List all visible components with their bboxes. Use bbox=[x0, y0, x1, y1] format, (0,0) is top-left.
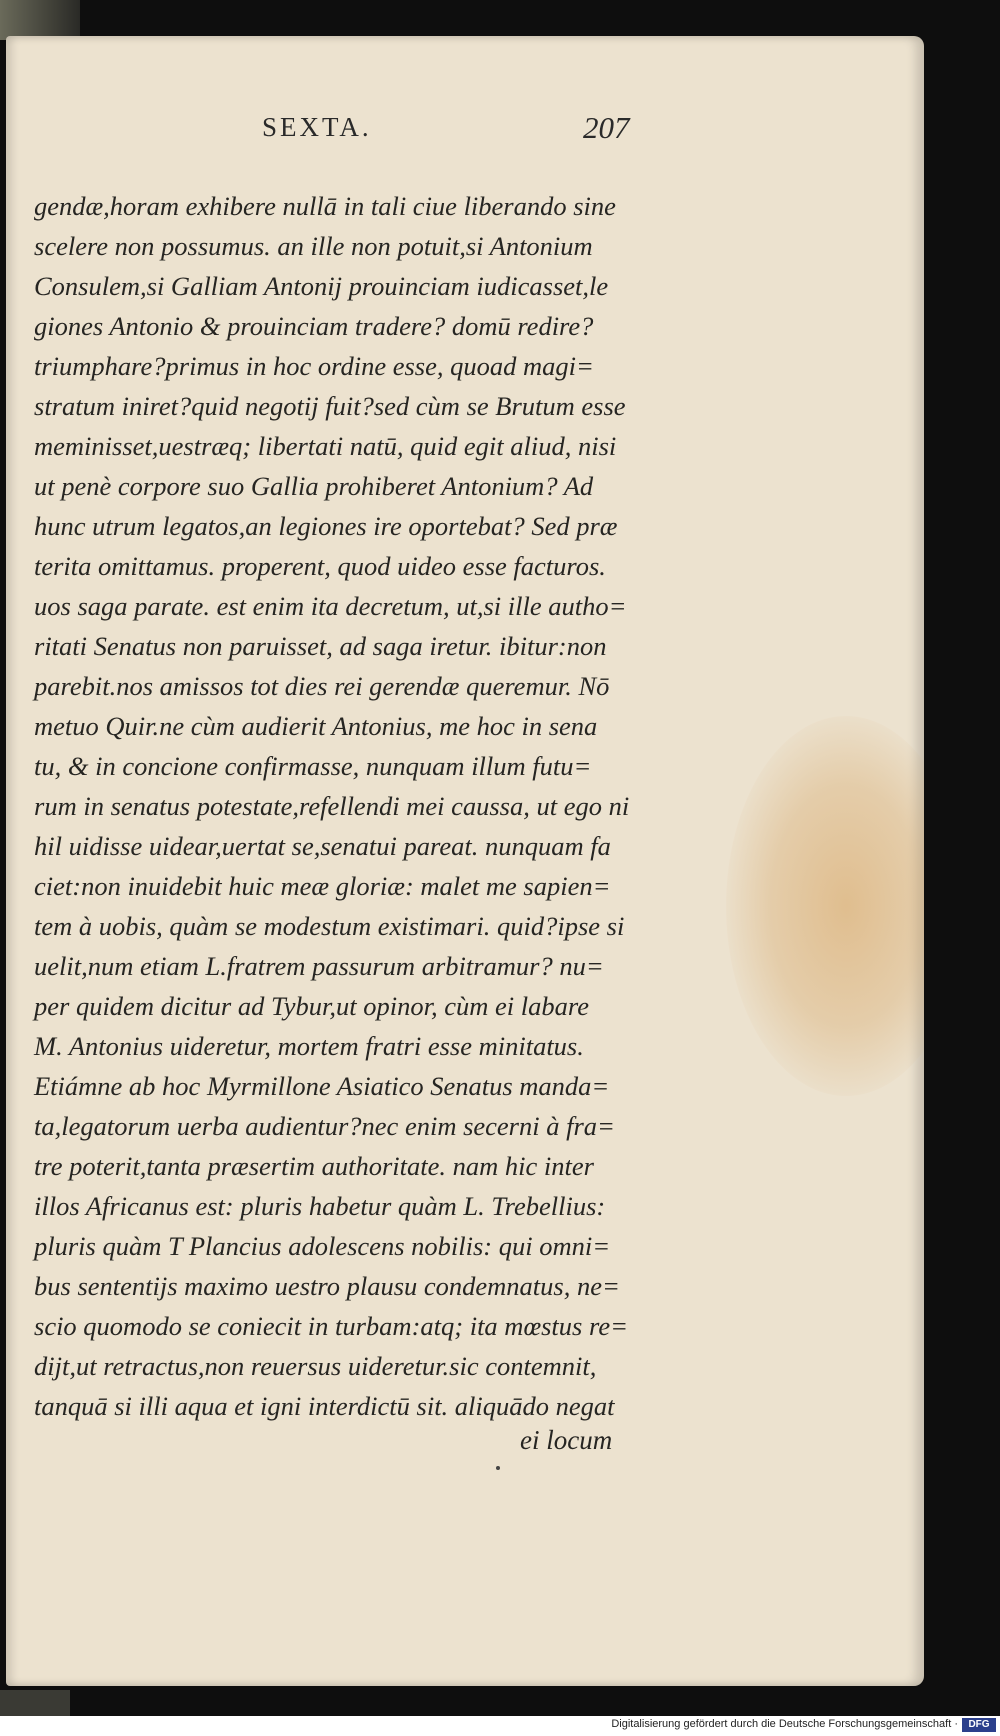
text-line: scelere non possumus. an ille non potuit,si Antonium bbox=[34, 231, 593, 261]
text-line: tem à uobis, quàm se modestum existimari. quid?ipse si bbox=[34, 911, 625, 941]
text-line: hil uidisse uidear,uertat se,senatui pareat. nunquam fa bbox=[34, 831, 611, 861]
binding-edge-top bbox=[0, 0, 80, 40]
page-stain bbox=[726, 716, 924, 1096]
text-line: parebit.nos amissos tot dies rei gerendæ queremur. Nō bbox=[34, 671, 610, 701]
text-line: dijt,ut retractus,non reuersus uideretur.sic contemnit, bbox=[34, 1351, 597, 1381]
text-line: metuo Quir.ne cùm audierit Antonius, me hoc in sena bbox=[34, 711, 598, 741]
digitization-footer bbox=[0, 1716, 1000, 1736]
text-line: Etiámne ab hoc Myrmillone Asiatico Senatus manda= bbox=[34, 1071, 610, 1101]
text-line: scio quomodo se coniecit in turbam:atq; ita mœstus re= bbox=[34, 1311, 628, 1341]
text-line: uelit,num etiam L.fratrem passurum arbitramur? nu= bbox=[34, 951, 604, 981]
text-line: tanquā si illi aqua et igni interdictū sit. aliquādo negat bbox=[34, 1391, 615, 1421]
body-text bbox=[34, 186, 674, 1426]
running-title: SEXTA. bbox=[262, 112, 372, 142]
text-line: terita omittamus. properent, quod uideo esse facturos. bbox=[34, 551, 606, 581]
text-line: illos Africanus est: pluris habetur quàm L. Trebellius: bbox=[34, 1191, 606, 1221]
text-line: giones Antonio & prouinciam tradere? domū redire? bbox=[34, 311, 594, 341]
text-line: M. Antonius uideretur, mortem fratri esse minitatus. bbox=[34, 1031, 584, 1061]
text-line: ciet:non inuidebit huic meæ gloriæ: malet me sapien= bbox=[34, 871, 611, 901]
text-line: stratum iniret?quid negotij fuit?sed cùm se Brutum esse bbox=[34, 391, 626, 421]
text-line: gendæ,horam exhibere nullā in tali ciue liberando sine bbox=[34, 191, 616, 221]
ink-dot bbox=[496, 1466, 500, 1470]
text-line: bus sententijs maximo uestro plausu condemnatus, ne= bbox=[34, 1271, 620, 1301]
catchword: ei locum bbox=[520, 1425, 613, 1455]
footer-credit: Digitalisierung gefördert durch die Deutsche Forschungsgemeinschaft · bbox=[611, 1718, 958, 1730]
text-line: tre poterit,tanta præsertim authoritate. nam hic inter bbox=[34, 1151, 594, 1181]
page-number: 207 bbox=[583, 110, 630, 145]
dfg-logo-icon: DFG bbox=[962, 1718, 996, 1732]
page-header bbox=[40, 112, 680, 152]
text-line: ut penè corpore suo Gallia prohiberet Antonium? Ad bbox=[34, 471, 594, 501]
text-line: rum in senatus potestate,refellendi mei caussa, ut ego ni bbox=[34, 791, 630, 821]
text-line: ritati Senatus non paruisset, ad saga iretur. ibitur:non bbox=[34, 631, 607, 661]
text-line: meminisset,uestræq; libertati natū, quid egit aliud, nisi bbox=[34, 431, 617, 461]
text-line: hunc utrum legatos,an legiones ire oportebat? Sed præ bbox=[34, 511, 618, 541]
text-line: tu, & in concione confirmasse, nunquam illum futu= bbox=[34, 751, 592, 781]
text-line: Consulem,si Galliam Antonij prouinciam iudicasset,le bbox=[34, 271, 609, 301]
text-line: uos saga parate. est enim ita decretum, ut,si ille autho= bbox=[34, 591, 627, 621]
text-line: triumphare?primus in hoc ordine esse, quoad magi= bbox=[34, 351, 594, 381]
text-line: ta,legatorum uerba audientur?nec enim secerni à fra= bbox=[34, 1111, 615, 1141]
text-line: pluris quàm T Plancius adolescens nobilis: qui omni= bbox=[34, 1231, 611, 1261]
text-line: per quidem dicitur ad Tybur,ut opinor, cùm ei labare bbox=[34, 991, 589, 1021]
